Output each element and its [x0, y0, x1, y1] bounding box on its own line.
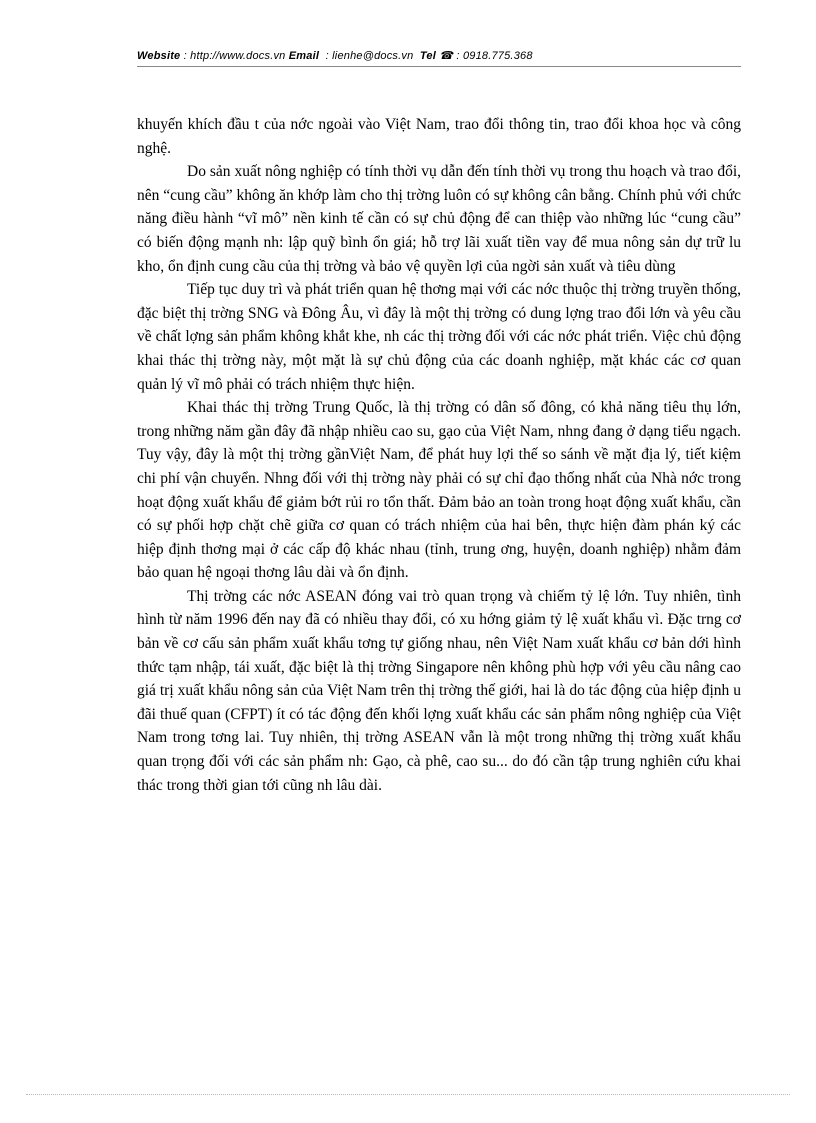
phone-number: 0918.775.368 — [462, 50, 533, 62]
tel-label: Tel — [419, 50, 436, 62]
paragraph: Khai thác thị trờng Trung Quốc, là thị trờng có dân số đông, có khả năng tiêu thụ lớn, trong những năm gần đây đã nhập nhiều cao su, gạo của Việt Nam, nhng đang ở dạng tiểu ngạch. Tuy vậy, đây là một thị trờng gầnViệt Nam, để phát huy lợi thế so sánh về mặt địa lý, tiết kiệm chi phí vận chuyển. Nhng đối với thị trờng này phải có sự chỉ đạo thống nhất của Nhà nớc trong hoạt động xuất khẩu để giảm bớt rủi ro tổn thất. Đảm bảo an toàn trong hoạt động xuất khẩu, cần có sự phối hợp chặt chẽ giữa cơ quan có trách nhiệm của hai bên, thực hiện đàm phán ký các hiệp định thơng mại ở các cấp độ khác nhau (tỉnh, trung ơng, huyện, doanh nghiệp) nhằm đảm bảo quan hệ ngoại thơng lâu dài và ổn định. — [137, 399, 741, 582]
website-label: Website — [137, 50, 181, 62]
footer-divider — [26, 1094, 790, 1095]
paragraph: Do sản xuất nông nghiệp có tính thời vụ dẫn đến tính thời vụ trong thu hoạch và trao đổi, nên “cung cầu” không ăn khớp làm cho thị trờng luôn có sự không cân bằng. Chính phủ với chức năng điều hành “vĩ mô” nền kinh tế cần có sự chủ động để can thiệp vào những lúc “cung cầu” có biến động mạnh nh: lập quỹ bình ổn giá; hỗ trợ lãi xuất tiền vay để mua nông sản dự trữ lu kho, ổn định cung cầu của thị trờng và bảo vệ quyền lợi của ngời sản xuất và tiêu dùng — [137, 163, 741, 275]
website-separator: : — [180, 50, 191, 62]
website-url[interactable]: http://www.docs.vn — [190, 50, 286, 62]
email-separator: : — [322, 50, 333, 62]
paragraph: khuyến khích đầu t của nớc ngoài vào Việt Nam, trao đổi thông tin, trao đổi khoa học và công nghệ. — [137, 116, 741, 157]
page-header — [137, 49, 741, 62]
paragraph: Tiếp tục duy trì và phát triển quan hệ thơng mại với các nớc thuộc thị trờng truyền thống, đặc biệt thị trờng SNG và Đông Âu, vì đây là một thị trờng có dung lợng trao đổi lớn và yêu cầu về chất lợng sản phẩm không khắt khe, nh các thị trờng đối với các nớc phát triển. Việc chủ động khai thác thị trờng này, một mặt là sự chủ động của các doanh nghiệp, mặt khác các cơ quan quản lý vĩ mô phải có trách nhiệm thực hiện. — [137, 281, 741, 393]
email-address[interactable]: lienhe@docs.vn — [332, 50, 414, 62]
tel-separator: : — [453, 50, 463, 62]
header-divider — [137, 66, 741, 67]
email-label: Email — [288, 50, 320, 62]
phone-icon: ☎ — [439, 50, 454, 62]
document-body — [137, 113, 741, 797]
paragraph: Thị trờng các nớc ASEAN đóng vai trò quan trọng và chiếm tỷ lệ lớn. Tuy nhiên, tình hình từ năm 1996 đến nay đã có nhiều thay đổi, có xu hớng giảm tỷ lệ xuất khẩu vì. Đặc trng cơ bản về cơ cấu sản phẩm xuất khẩu tơng tự giống nhau, nên Việt Nam xuất khẩu cơ bản dới hình thức tạm nhập, tái xuất, đặc biệt là thị trờng Singapore nên không phù hợp với yêu cầu nâng cao giá trị xuất khẩu nông sản của Việt Nam trên thị trờng thế giới, hai là do tác động của hiệp định u đãi thuế quan (CFPT) ít có tác động đến khối lợng xuất khẩu các sản phẩm nông nghiệp của Việt Nam trong tơng lai. Tuy nhiên, thị trờng ASEAN vẫn là một trong những thị trờng xuất khẩu quan trọng đối với các sản phẩm nh: Gạo, cà phê, cao su... do đó cần tập trung nghiên cứu khai thác trong thời gian tới cũng nh lâu dài. — [137, 587, 741, 794]
